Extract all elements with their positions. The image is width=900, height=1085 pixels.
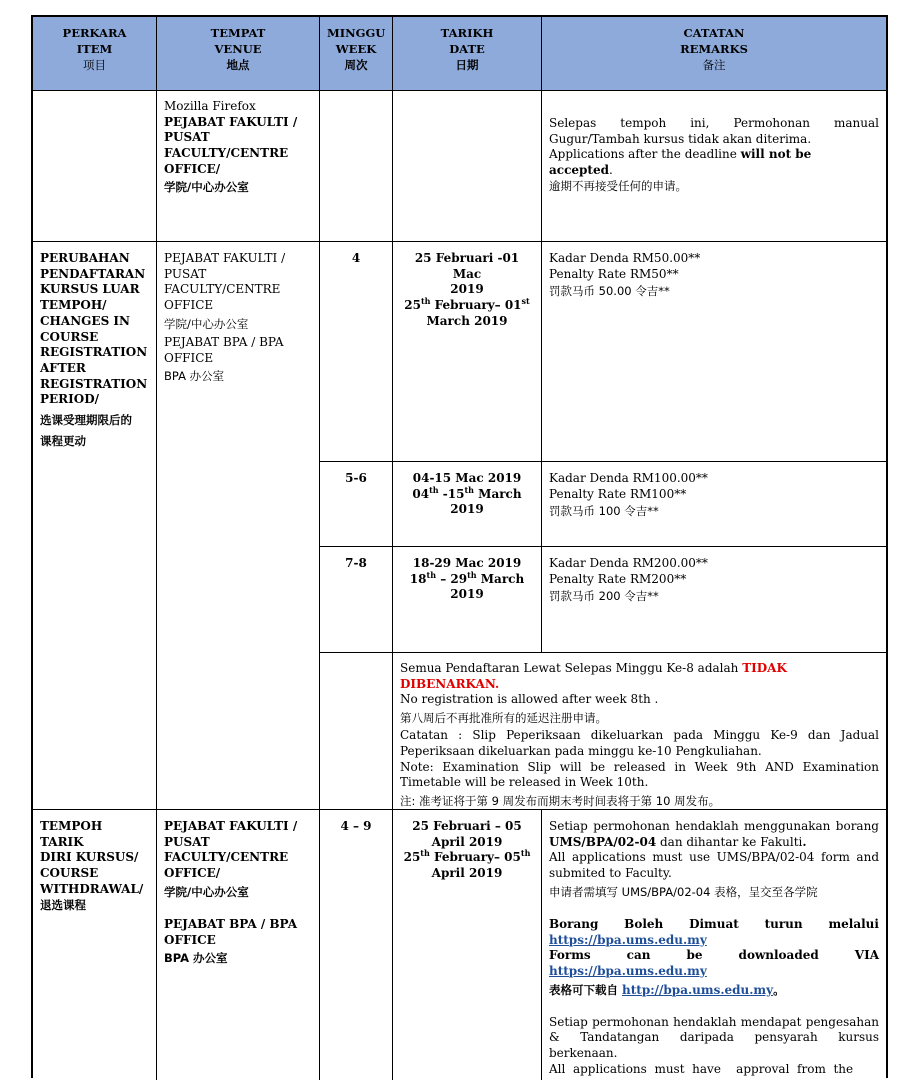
header-venue <box>157 17 320 91</box>
download-line-zh <box>549 980 879 1000</box>
period-1-remarks <box>542 242 886 462</box>
venue-line: OFFICE/ <box>164 866 221 881</box>
venue-line: OFFICE <box>164 932 216 947</box>
ordinal: th <box>520 848 531 859</box>
week-value: 7-8 <box>345 556 367 570</box>
text: March <box>476 571 525 586</box>
item-line: REGISTRATION <box>40 345 148 360</box>
text: February– 05 <box>429 850 521 865</box>
header-item-en: ITEM <box>76 42 113 56</box>
header-week-ms: MINGGU <box>327 26 386 40</box>
venue-line: PEJABAT BPA / BPA <box>164 916 298 931</box>
text: Semua Pendaftaran Lewat Selepas Minggu Ke-8 adalah <box>400 661 743 675</box>
note-catatan: Catatan : Slip Peperiksaan dikeluarkan pada Minggu Ke-9 dan Jadual Peperiksaan dikeluarkan pada minggu ke-10 Pengkuliahan. <box>400 728 879 758</box>
week-value: 5-6 <box>345 471 367 485</box>
row1-item <box>33 91 157 242</box>
item-zh: 选课受理期限后的 <box>40 413 132 428</box>
item-zh: 课程更动 <box>40 434 86 449</box>
date-en <box>400 298 534 314</box>
late-reg-venue <box>157 242 320 810</box>
venue-zh: BPA 办公室 <box>164 369 225 384</box>
period-2-date <box>393 462 542 547</box>
row1-venue-line: OFFICE/ <box>164 161 221 176</box>
text: Setiap permohonan hendaklah menggunakan borang <box>549 819 879 833</box>
row1-venue <box>157 91 320 242</box>
header-date <box>393 17 542 91</box>
text: 25 <box>404 298 421 313</box>
item-line: COURSE <box>40 866 99 881</box>
week-value: 4 <box>351 251 361 265</box>
ordinal: th <box>467 569 477 580</box>
item-line: AFTER <box>40 360 86 375</box>
note-ms <box>400 661 879 692</box>
venue-line: PUSAT <box>164 834 210 849</box>
ordinal: th <box>420 848 430 859</box>
spacer <box>549 902 879 917</box>
late-reg-note <box>393 653 886 810</box>
text: 18 <box>409 571 427 586</box>
period-2-week <box>320 462 393 547</box>
word: melalui <box>828 916 879 931</box>
header-venue-ms: TEMPAT <box>210 26 266 40</box>
withdrawal-item <box>33 810 157 1080</box>
ordinal: st <box>521 296 530 307</box>
date-en <box>400 850 534 866</box>
text: 。 <box>773 982 785 997</box>
fee-ms: Kadar Denda RM100.00** <box>549 471 708 485</box>
word: downloaded <box>738 948 819 963</box>
period-1-week <box>320 242 393 462</box>
withdrawal-week <box>320 810 393 1080</box>
item-line: PERIOD/ <box>40 392 99 407</box>
venue-line: PEJABAT FAKULTI / <box>164 819 298 833</box>
header-remarks-en: REMARKS <box>680 42 748 56</box>
row1-venue-line: PUSAT <box>164 130 210 145</box>
fee-ms: Kadar Denda RM200.00** <box>549 556 708 570</box>
ordinal: th <box>420 296 431 307</box>
text: 04 <box>412 486 430 501</box>
venue-line: FACULTY/CENTRE <box>164 850 289 865</box>
bpa-link-1[interactable]: https://bpa.ums.edu.my <box>549 932 707 947</box>
header-item <box>33 17 157 91</box>
word: be <box>686 948 703 963</box>
period-3-week <box>320 547 393 653</box>
word: Forms <box>549 948 591 963</box>
spacer <box>549 1000 879 1015</box>
text: -15 <box>438 486 465 501</box>
ordinal: th <box>426 569 437 580</box>
row1-remarks <box>542 91 886 242</box>
week-value: 4 – 9 <box>340 819 372 833</box>
venue-line: PUSAT <box>164 266 207 281</box>
venue-line: OFFICE <box>164 298 214 313</box>
venue-line: OFFICE <box>164 350 214 365</box>
header-week-en: WEEK <box>335 42 377 56</box>
row1-remarks-zh: 逾期不再接受任何的申请。 <box>549 178 687 193</box>
date-en: April 2019 <box>431 866 503 881</box>
row1-venue-zh: 学院/中心办公室 <box>164 179 249 194</box>
remarks-p4: Setiap permohonan hendaklah mendapat pengesahan & Tandatangan daripada pensyarah kursus berkenaan. <box>549 1014 879 1061</box>
item-line: REGISTRATION <box>40 376 148 391</box>
date-en <box>400 569 534 588</box>
fee-en: Penalty Rate RM200** <box>549 571 687 586</box>
item-line: CHANGES IN <box>40 313 130 328</box>
item-zh: 退选课程 <box>40 897 86 912</box>
text: – 29 <box>436 571 468 586</box>
text-bold: will not be accepted <box>549 147 812 178</box>
word: can <box>626 948 651 963</box>
text: March <box>474 486 522 501</box>
venue-line: PEJABAT BPA / BPA <box>164 334 284 349</box>
period-2-remarks <box>542 462 886 547</box>
date-en <box>400 484 534 503</box>
item-line: KURSUS LUAR <box>40 282 140 297</box>
text: dan dihantar ke Fakulti <box>656 834 803 849</box>
header-date-zh: 日期 <box>455 58 479 72</box>
row1-remarks-en <box>549 147 879 178</box>
text: 表格可下载自 <box>549 982 623 997</box>
row1-venue-browser: Mozilla Firefox <box>164 99 256 113</box>
item-line: PENDAFTARAN <box>40 266 146 281</box>
header-venue-zh: 地点 <box>226 58 250 72</box>
row1-week <box>320 91 393 242</box>
remarks-p3: 申请者需填写 UMS/BPA/02-04 表格，呈交至各学院 <box>549 884 818 899</box>
date-en: March 2019 <box>426 313 508 328</box>
word: Dimuat <box>689 916 739 931</box>
fee-zh: 罚款马币 200 令吉** <box>549 589 659 604</box>
withdrawal-venue <box>157 810 320 1080</box>
period-3-date <box>393 547 542 653</box>
note-en: No registration is allowed after week 8th . <box>400 692 659 707</box>
date-ms: 04-15 Mac 2019 <box>412 471 522 485</box>
period-1-date <box>393 242 542 462</box>
header-venue-en: VENUE <box>214 42 262 56</box>
fee-zh: 罚款马币 50.00 令吉** <box>549 284 670 299</box>
header-remarks-ms: CATATAN <box>683 26 745 40</box>
row1-venue-line: PEJABAT FAKULTI / <box>164 114 298 129</box>
date-ms: April 2019 <box>431 834 503 849</box>
header-week-zh: 周次 <box>344 58 368 72</box>
remarks-p1 <box>549 819 879 850</box>
venue-line: FACULTY/CENTRE <box>164 282 281 297</box>
header-item-ms: PERKARA <box>62 26 127 40</box>
venue-zh: BPA 办公室 <box>164 951 228 966</box>
note-exam-en: Note: Examination Slip will be released in Week 9th AND Examination Timetable will be released in Week 10th. <box>400 759 879 790</box>
ordinal: th <box>464 484 474 495</box>
fee-zh: 罚款马币 100 令吉** <box>549 504 659 519</box>
header-item-zh: 项目 <box>83 58 106 72</box>
header-remarks-zh: 备注 <box>702 58 726 72</box>
item-line: TEMPOH/ <box>40 298 107 313</box>
date-ms: 18-29 Mac 2019 <box>412 556 522 570</box>
venue-zh: 学院/中心办公室 <box>164 884 249 899</box>
row1-date <box>393 91 542 242</box>
period-3-remarks <box>542 547 886 653</box>
download-line-ms <box>549 917 879 933</box>
fee-en: Penalty Rate RM50** <box>549 266 679 281</box>
fee-ms: Kadar Denda RM50.00** <box>549 251 701 265</box>
bpa-link-3[interactable]: http://bpa.ums.edu.my <box>622 982 774 997</box>
bpa-link-2[interactable]: https://bpa.ums.edu.my <box>549 963 707 978</box>
date-en: 2019 <box>450 587 484 602</box>
word: Boleh <box>624 916 664 931</box>
not-allowed-text: TIDAK DIBENARKAN. <box>400 661 787 691</box>
form-code: UMS/BPA/02-04 <box>549 834 657 849</box>
date-ms: 25 Februari -01 Mac <box>414 251 520 281</box>
header-date-en: DATE <box>449 42 485 56</box>
item-line: PERUBAHAN <box>40 251 130 265</box>
row1-remarks-ms: Selepas tempoh ini, Permohonan manual Gugur/Tambah kursus tidak akan diterima. <box>549 116 879 146</box>
word: Borang <box>549 916 599 931</box>
date-ms: 25 Februari – 05 <box>412 819 522 833</box>
download-line-en <box>549 948 879 964</box>
header-week <box>320 17 393 91</box>
remarks-p2: All applications must use UMS/BPA/02-04 form and submited to Faculty. <box>549 850 879 881</box>
late-reg-note-week <box>320 653 393 810</box>
item-line: WITHDRAWAL/ <box>40 881 144 896</box>
date-en: 2019 <box>450 502 484 517</box>
text: February– 01 <box>430 298 522 313</box>
header-date-ms: TARIKH <box>440 26 494 40</box>
header-remarks <box>542 17 886 91</box>
item-line: DIRI KURSUS/ <box>40 850 139 865</box>
remarks-p5: All applications must have approval from the <box>549 1061 854 1076</box>
word: turun <box>764 916 803 931</box>
date-ms: 2019 <box>450 282 484 297</box>
withdrawal-remarks <box>542 810 886 1080</box>
row1-venue-line: FACULTY/CENTRE <box>164 146 289 161</box>
withdrawal-date <box>393 810 542 1080</box>
word: VIA <box>854 948 879 963</box>
item-line: COURSE <box>40 329 99 344</box>
item-line: TEMPOH TARIK <box>40 819 103 849</box>
ordinal: th <box>429 484 439 495</box>
text: Applications after the deadline <box>549 147 741 162</box>
note-exam-zh: 注: 准考证将于第 9 周发布而期末考时间表将于第 10 周发布。 <box>400 793 721 808</box>
venue-line: PEJABAT FAKULTI / <box>164 251 286 265</box>
late-reg-item <box>33 242 157 810</box>
schedule-table <box>31 15 888 1078</box>
note-zh: 第八周后不再批准所有的延迟注册申请。 <box>400 711 607 726</box>
spacer <box>164 902 312 917</box>
fee-en: Penalty Rate RM100** <box>549 486 687 501</box>
venue-zh: 学院/中心办公室 <box>164 316 249 331</box>
text: . <box>802 834 807 849</box>
text: . <box>608 163 613 178</box>
text: 25 <box>403 850 421 865</box>
